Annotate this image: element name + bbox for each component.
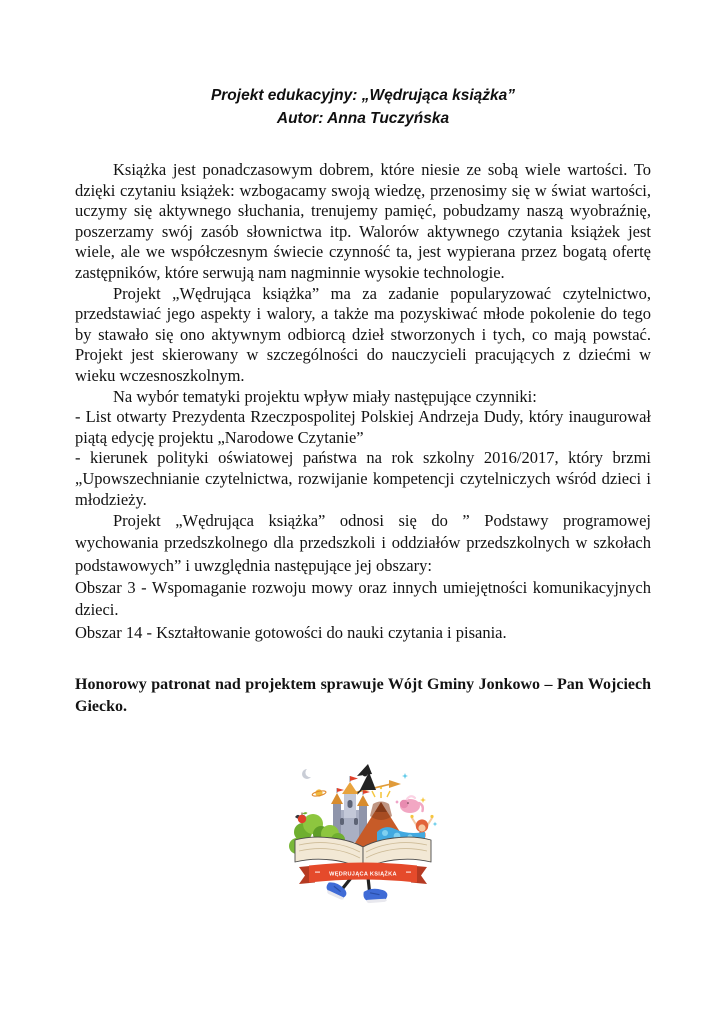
paragraph-intro: Książka jest ponadczasowym dobrem, które niesie ze sobą wiele wartości. To dzięki czytaniu książek: wzbogacamy swoją wiedzę, przenosimy się w świat wartości, uczymy się aktywnego słuchania, trenujemy pamięć, pobudzamy naszą wyobraźnię, poszerzamy swój zasób słownictwa itp. Walorów aktywnego czytania książek jest wiele, ale we współczesnym świecie czynność ta, jest wypierana przez bogatą ofertę zastępników, które serwują nam nagminnie wysokie technologie. xyxy=(75,160,651,282)
paragraph-area-3: Obszar 3 - Wspomaganie rozwoju mowy oraz innych umiejętności komunikacyjnych dzieci. xyxy=(75,577,651,620)
sneaker-right-icon xyxy=(363,887,389,906)
doc-author: Autor: Anna Tuczyńska xyxy=(276,110,450,127)
paragraph-area-14: Obszar 14 - Kształtowanie gotowości do nauki czytania i pisania. xyxy=(75,622,507,642)
witch-icon xyxy=(353,764,401,794)
body-text xyxy=(75,160,651,644)
moon-icon xyxy=(302,768,315,779)
paragraph-factors-lead: Na wybór tematyki projektu wpływ miały następujące czynniki: xyxy=(113,386,537,406)
doc-title: Projekt edukacyjny: „Wędrująca książka” xyxy=(210,87,516,104)
title-block xyxy=(75,84,651,130)
ribbon-banner xyxy=(299,863,427,885)
flying-elephant-icon xyxy=(400,797,423,814)
list-item-education-policy: - kierunek polityki oświatowej państwa na rok szkolny 2016/2017, który brzmi „Upowszechnianie czytelnictwa, rozwijanie kompetencji czytelniczych wśród dzieci i młodzieży. xyxy=(75,448,651,509)
logo-wrap xyxy=(75,760,651,910)
paragraph-project-goal: Projekt „Wędrująca książka” ma za zadanie popularyzować czytelnictwo, przedstawiać jego aspekty i walory, a także ma pozyskiwać młode pokolenie do tego by stawało się ono aktywnym odbiorcą dzieł stworzonych i tych, co mają powstać. Projekt jest skierowany w szczególności do nauczycieli pracujących z dziećmi w wieku wczesnoszkolnym. xyxy=(75,283,651,385)
document-content xyxy=(75,84,651,910)
saturn-icon xyxy=(311,788,326,798)
logo-banner-text: WĘDRUJĄCA KSIĄŻKA xyxy=(329,871,397,878)
project-logo xyxy=(277,760,449,910)
list-item-president-letter: - List otwarty Prezydenta Rzeczpospolitej Polskiej Andrzeja Dudy, który inaugurował piątą edycję projektu „Narodowe Czytanie” xyxy=(75,407,651,447)
patronage-note: Honorowy patronat nad projektem sprawuje Wójt Gminy Jonkowo – Pan Wojciech Giecko. xyxy=(75,675,651,716)
paragraph-curriculum: Projekt „Wędrująca książka” odnosi się do ” Podstawy programowej wychowania przedszkolnego dla przedszkoli i oddziałów przedszkolnych w szkołach podstawowych” i uwzględnia następujące jej obszary: xyxy=(75,511,651,575)
